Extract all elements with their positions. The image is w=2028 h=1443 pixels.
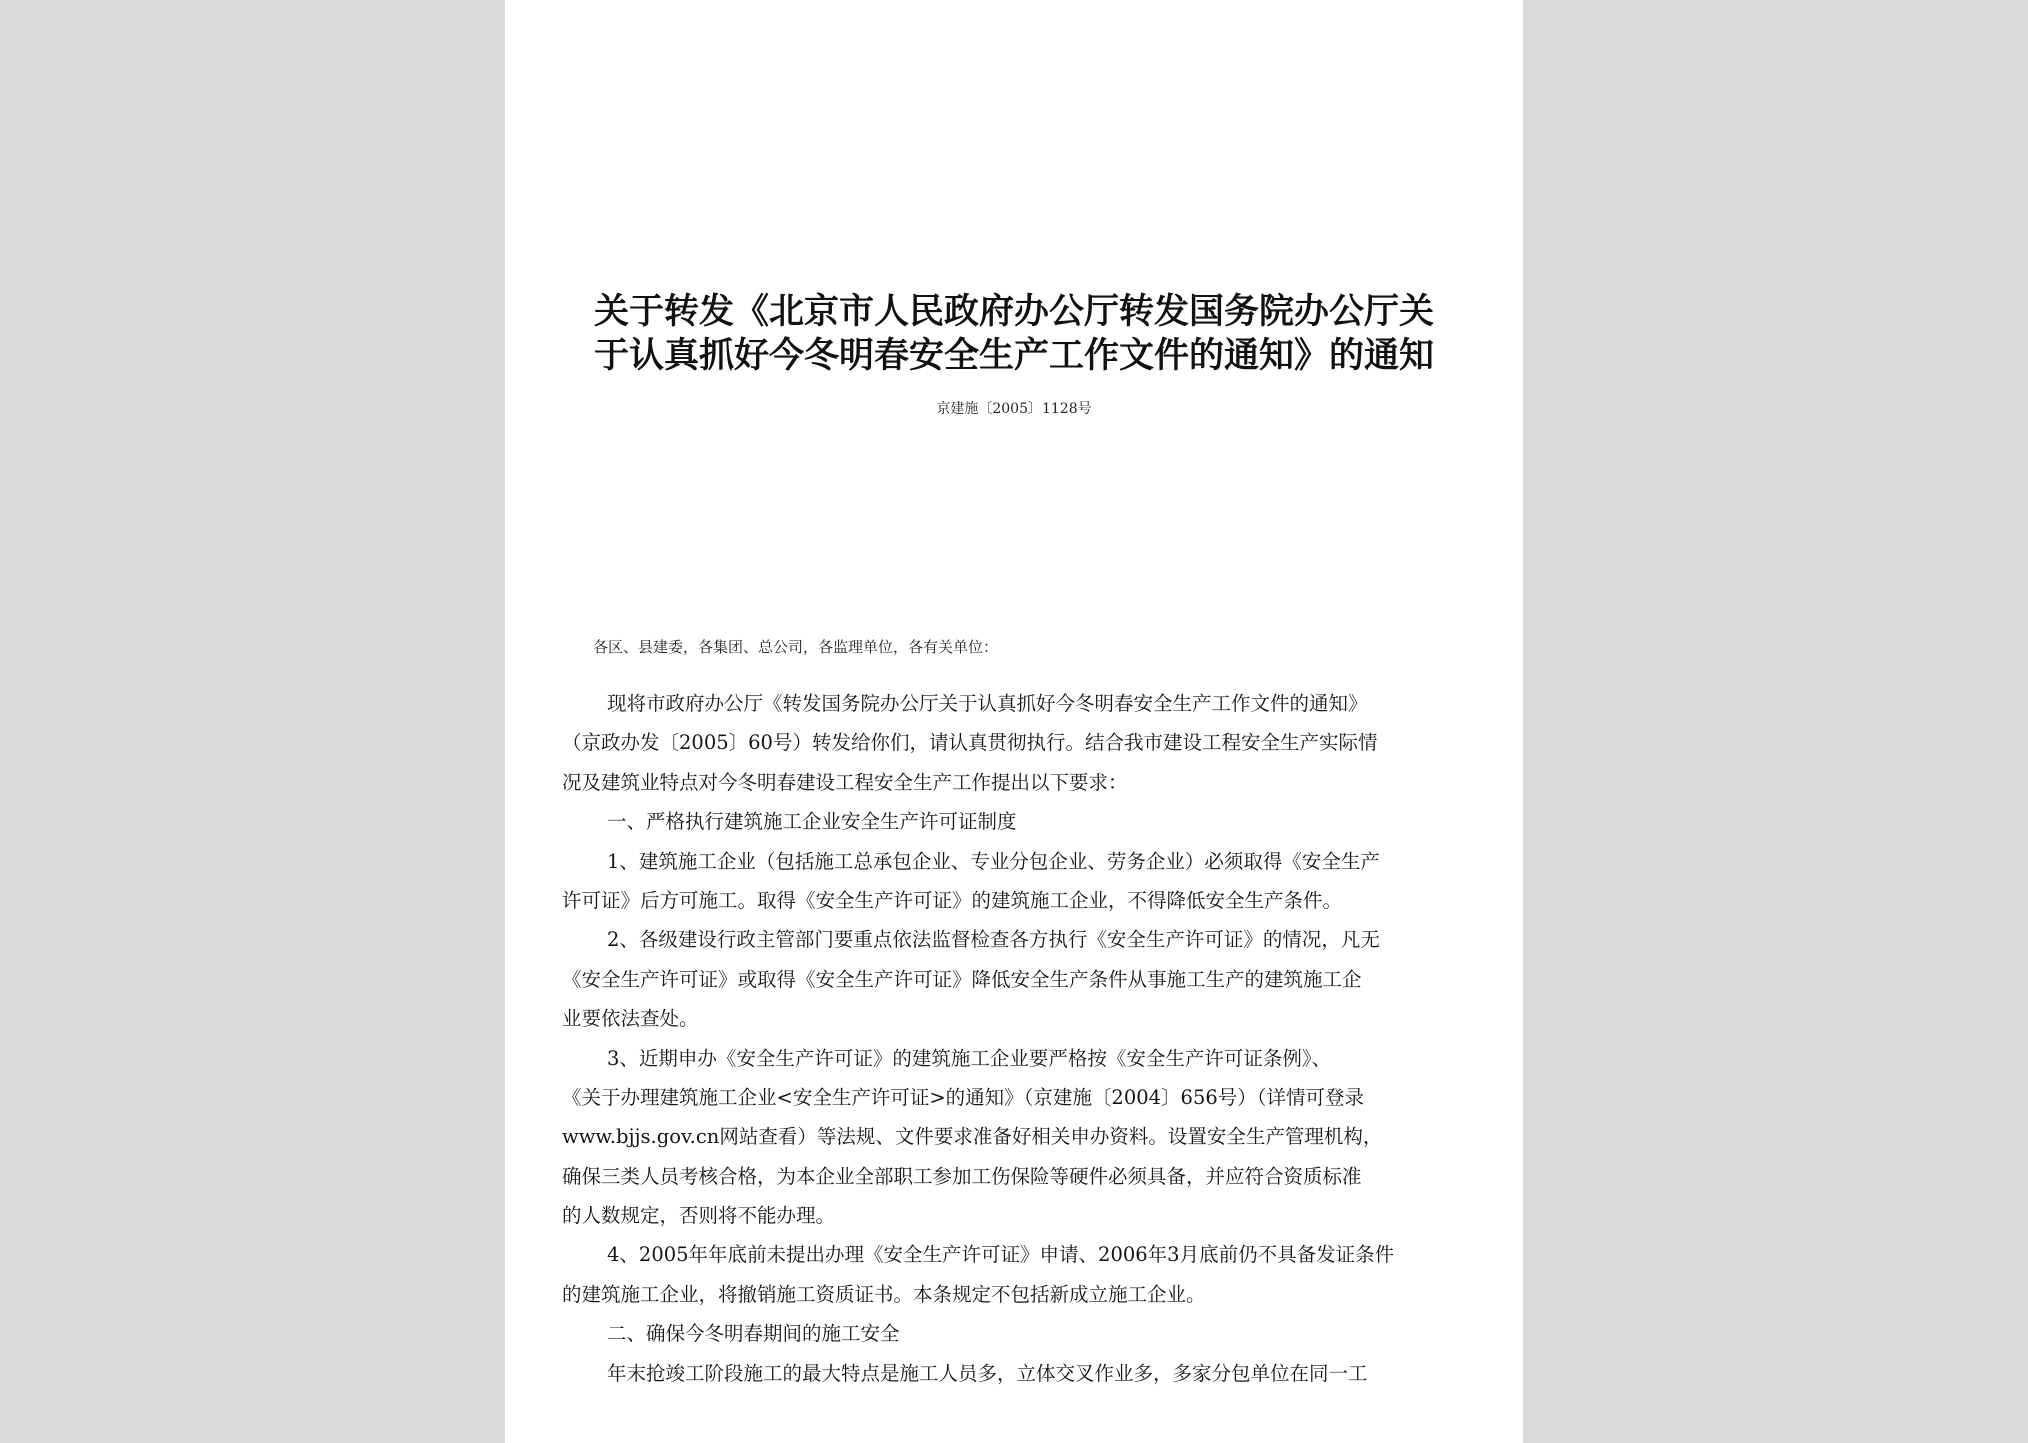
body-line: 2、各级建设行政主管部门要重点依法监督检查各方执行《安全生产许可证》的情况，凡无 <box>607 928 1380 952</box>
body-line: 的建筑施工企业，将撤销施工资质证书。本条规定不包括新成立施工企业。 <box>562 1282 1206 1306</box>
document-page <box>505 0 1523 1443</box>
body-line: 《关于办理建筑施工企业<安全生产许可证>的通知》（京建施〔2004〕656号）（详情可登录 <box>562 1085 1365 1109</box>
body-line: 《安全生产许可证》或取得《安全生产许可证》降低安全生产条件从事施工生产的建筑施工企 <box>562 967 1362 991</box>
body-line: 业要依法查处。 <box>562 1007 699 1031</box>
document-number: 京建施〔2005〕1128号 <box>936 401 1092 417</box>
document-title <box>565 290 1463 378</box>
section-heading: 二、确保今冬明春期间的施工安全 <box>607 1322 900 1346</box>
body-line: 确保三类人员考核合格，为本企业全部职工参加工伤保险等硬件必须具备，并应符合资质标准 <box>562 1164 1362 1188</box>
body-line: 4、2005年年底前未提出办理《安全生产许可证》申请、2006年3月底前仍不具备发证条件 <box>607 1243 1395 1267</box>
body-line: www.bjjs.gov.cn网站查看）等法规、文件要求准备好相关申办资料。设置安全生产管理机构， <box>562 1125 1383 1149</box>
document-body <box>562 684 1472 1393</box>
body-line: 3、近期申办《安全生产许可证》的建筑施工企业要严格按《安全生产许可证条例》、 <box>607 1046 1332 1070</box>
body-line: 现将市政府办公厅《转发国务院办公厅关于认真抓好今冬明春安全生产工作文件的通知》 <box>607 692 1368 715</box>
recipients-line: 各区、县建委，各集团、总公司，各监理单位，各有关单位： <box>593 638 999 656</box>
body-line: 许可证》后方可施工。取得《安全生产许可证》的建筑施工企业，不得降低安全生产条件。 <box>562 888 1343 912</box>
body-line: 1、建筑施工企业（包括施工总承包企业、专业分包企业、劳务企业）必须取得《安全生产 <box>607 849 1380 873</box>
title-line: 于认真抓好今冬明春安全生产工作文件的通知》的通知 <box>593 336 1434 376</box>
body-line: 的人数规定，否则将不能办理。 <box>562 1204 836 1228</box>
body-line: （京政办发〔2005〕60号）转发给你们，请认真贯彻执行。结合我市建设工程安全生产实际情 <box>562 731 1378 755</box>
body-line: 况及建筑业特点对今冬明春建设工程安全生产工作提出以下要求： <box>562 770 1128 794</box>
body-line: 年末抢竣工阶段施工的最大特点是施工人员多，立体交叉作业多，多家分包单位在同一工 <box>607 1361 1368 1385</box>
title-line: 关于转发《北京市人民政府办公厅转发国务院办公厅关 <box>593 292 1434 332</box>
section-heading: 一、严格执行建筑施工企业安全生产许可证制度 <box>607 810 1017 834</box>
